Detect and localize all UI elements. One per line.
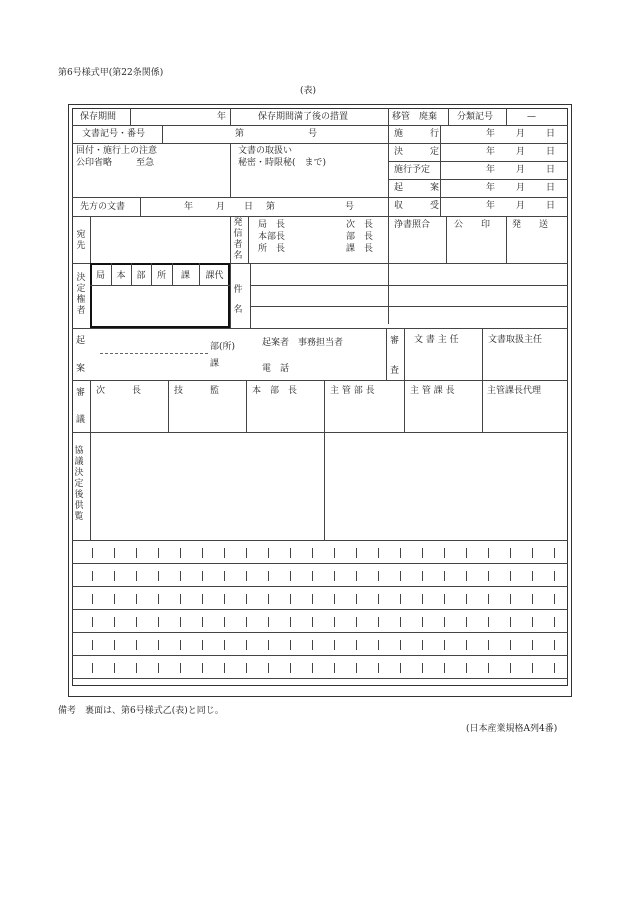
grid-tick [554,640,555,650]
grid-tick [488,663,489,673]
grid-tick [356,663,357,673]
managing-section-deputy: 主管課長代理 [487,386,542,396]
grid-tick [224,548,225,558]
decision-authority-label: 決定権者 [76,273,86,316]
grid-tick [356,594,357,604]
date-month-5: 月 [516,201,526,211]
date-month-4: 月 [516,183,526,193]
grid-tick [400,548,401,558]
grid-tick [334,571,335,581]
grid-tick [180,594,181,604]
sender-label: 発信者名 [233,218,243,261]
subject-label: 件名 [233,285,243,315]
grid-tick [510,617,511,627]
approver-sho: 所 [156,270,166,281]
grid-tick [114,663,115,673]
grid-tick [224,640,225,650]
remarks: 備考 裏面は、第6号様式乙(表)と同じ。 [58,706,224,716]
handling-label: 文書の取扱い [238,146,293,156]
grid-tick [466,640,467,650]
grid-tick [158,663,159,673]
form-number: 第6号様式甲(第22条関係) [58,68,164,78]
after-retention-label: 保存期間満了後の措置 [258,112,349,122]
cp-year: 年 [184,202,194,212]
grid-tick [290,640,291,650]
grid-tick [158,617,159,627]
grid-tick [114,548,115,558]
grid-tick [224,594,225,604]
dept-label: 部(所) [210,342,236,352]
grid-tick [136,617,137,627]
grid-tick [92,617,93,627]
grid-tick [158,548,159,558]
grid-tick [488,594,489,604]
grid-tick [202,640,203,650]
grid-tick [532,571,533,581]
grid-tick [466,663,467,673]
grid-tick [378,548,379,558]
front-side-label: (表) [300,86,317,96]
grid-tick [136,548,137,558]
grid-tick [290,548,291,558]
grid-tick [158,571,159,581]
grid-tick [312,548,313,558]
grid-tick [488,548,489,558]
grid-tick [290,571,291,581]
approver-hon: 本 [116,270,126,281]
grid-tick [400,663,401,673]
grid-tick [444,571,445,581]
grid-tick [224,663,225,673]
approver-kyoku: 局 [95,270,105,281]
grid-tick [92,663,93,673]
grid-tick [114,594,115,604]
grid-tick [554,663,555,673]
grid-tick [334,663,335,673]
engineer-supervisor: 技 監 [174,386,220,396]
grid-tick [466,594,467,604]
date-year-1: 年 [486,129,496,139]
grid-tick [268,548,269,558]
grid-tick [202,548,203,558]
grid-tick [554,571,555,581]
grid-tick [246,617,247,627]
form-table [72,108,568,686]
grid-tick [532,663,533,673]
grid-tick [158,594,159,604]
grid-tick [356,640,357,650]
shiko-label: 施 行 [394,129,440,139]
yotei-label: 施行予定 [394,165,431,175]
grid-tick [444,594,445,604]
grid-tick [246,548,247,558]
deputy-director: 次 長 [96,386,142,396]
grid-tick [114,640,115,650]
sender-kacho: 課 長 [346,244,374,254]
grid-tick [532,548,533,558]
grid-tick [422,571,423,581]
grid-tick [136,663,137,673]
classification-value: — [527,112,536,122]
grid-tick [334,594,335,604]
date-month-3: 月 [516,165,526,175]
seal-omitted: 公印省略 [76,158,113,168]
grid-tick [378,640,379,650]
grid-tick [290,594,291,604]
grid-tick [180,640,181,650]
grid-tick [378,617,379,627]
grid-tick [180,571,181,581]
grid-tick [312,571,313,581]
grid-tick [444,548,445,558]
date-day-3: 日 [546,165,556,175]
doc-go: 号 [308,129,318,139]
date-year-2: 年 [486,147,496,157]
grid-tick [290,663,291,673]
grid-tick [114,571,115,581]
grid-tick [510,663,511,673]
grid-tick [444,640,445,650]
grid-tick [334,548,335,558]
grid-tick [268,663,269,673]
clean-copy-check: 浄書照合 [394,220,431,230]
grid-tick [532,617,533,627]
grid-tick [554,548,555,558]
date-day-1: 日 [546,129,556,139]
managing-section-head: 主 管 課 長 [410,386,455,396]
cp-go: 号 [345,202,355,212]
grid-tick [422,640,423,650]
grid-tick [246,571,247,581]
kettei-label: 決 定 [394,147,440,157]
routing-notes-label: 回付・施行上の注意 [76,146,158,156]
review-label-bottom: 査 [390,366,400,376]
grid-tick [158,640,159,650]
grid-tick [378,663,379,673]
grid-tick [488,571,489,581]
jis-standard: (日本産業規格A列4番) [466,724,558,734]
grid-tick [422,663,423,673]
grid-tick [92,571,93,581]
grid-tick [378,594,379,604]
grid-tick [136,594,137,604]
retention-year: 年 [217,112,227,122]
grid-tick [422,594,423,604]
sender-jicho: 次 長 [346,220,374,230]
grid-tick [268,571,269,581]
grid-tick [180,617,181,627]
kian-label-top: 起 [76,336,86,346]
grid-tick [532,594,533,604]
cp-dai: 第 [266,202,276,212]
grid-tick [356,571,357,581]
grid-tick [312,617,313,627]
grid-tick [180,548,181,558]
cp-month: 月 [216,202,226,212]
doc-officer-label: 文 書 主 任 [414,335,459,345]
grid-tick [400,617,401,627]
grid-tick [510,640,511,650]
kian-date-label: 起 案 [394,183,440,193]
sender-bucho: 部 長 [346,232,374,242]
consultation-label: 協議 決定後供覧 [74,446,93,522]
dispatch: 発 送 [512,220,549,230]
grid-tick [180,663,181,673]
grid-tick [202,571,203,581]
secret-label: 秘密・時限秘( まで) [238,158,327,168]
shuju-label: 収 受 [394,201,440,211]
grid-tick [510,594,511,604]
grid-tick [246,640,247,650]
grid-tick [268,640,269,650]
grid-tick [114,617,115,627]
grid-tick [92,640,93,650]
grid-tick [488,640,489,650]
grid-tick [246,594,247,604]
sender-shocho: 所 長 [258,244,286,254]
counterpart-doc-label: 先方の文書 [80,202,126,212]
classification-label: 分類記号 [457,112,494,122]
grid-tick [136,571,137,581]
grid-tick [334,617,335,627]
date-month-2: 月 [516,147,526,157]
hq-director: 本 部 長 [252,386,298,396]
deliberation-label-bottom: 議 [76,415,86,425]
kian-label-bottom: 案 [76,364,86,374]
grid-tick [202,594,203,604]
grid-tick [202,663,203,673]
approver-kadai: 課代 [205,270,224,281]
drafter-label: 起案者 事務担当者 [262,338,344,348]
phone-label: 電 話 [262,364,290,374]
doc-dai: 第 [235,129,245,139]
grid-tick [466,617,467,627]
grid-tick [400,594,401,604]
grid-tick [312,594,313,604]
grid-tick [290,617,291,627]
date-month-1: 月 [516,129,526,139]
grid-tick [510,571,511,581]
grid-tick [554,594,555,604]
grid-tick [246,663,247,673]
grid-tick [466,548,467,558]
cp-day: 日 [244,202,254,212]
grid-tick [356,617,357,627]
doc-number-label: 文書記号・番号 [82,129,146,139]
grid-tick [202,617,203,627]
grid-tick [422,548,423,558]
grid-tick [334,640,335,650]
transfer-dispose-label: 移管 廃棄 [392,112,438,122]
grid-tick [532,640,533,650]
grid-tick [444,617,445,627]
grid-tick [400,640,401,650]
grid-tick [312,640,313,650]
date-year-4: 年 [486,183,496,193]
section-label: 課 [210,359,220,369]
grid-tick [400,571,401,581]
sender-kyokucho: 局 長 [258,220,286,230]
grid-tick [510,548,511,558]
date-day-2: 日 [546,147,556,157]
date-day-5: 日 [546,201,556,211]
official-seal: 公 印 [454,220,491,230]
managing-dept-head: 主 管 部 長 [330,386,375,396]
grid-tick [268,594,269,604]
approver-bu: 部 [136,270,146,281]
grid-tick [224,571,225,581]
grid-tick [356,548,357,558]
doc-handler-label: 文書取扱主任 [488,335,543,345]
grid-tick [268,617,269,627]
urgent: 至急 [136,158,155,168]
grid-tick [224,617,225,627]
sender-honbucho: 本部長 [258,232,286,242]
deliberation-label-top: 審 [76,388,86,398]
date-year-5: 年 [486,201,496,211]
date-year-3: 年 [486,165,496,175]
grid-tick [312,663,313,673]
grid-tick [378,571,379,581]
review-label-top: 審 [390,336,400,346]
grid-tick [92,548,93,558]
date-day-4: 日 [546,183,556,193]
grid-tick [466,571,467,581]
addressee-label: 宛先 [76,230,86,251]
grid-tick [92,594,93,604]
grid-tick [422,617,423,627]
grid-tick [444,663,445,673]
grid-tick [136,640,137,650]
grid-tick [488,617,489,627]
grid-tick [554,617,555,627]
retention-period-label: 保存期間 [80,112,117,122]
approver-ka: 課 [180,270,190,281]
